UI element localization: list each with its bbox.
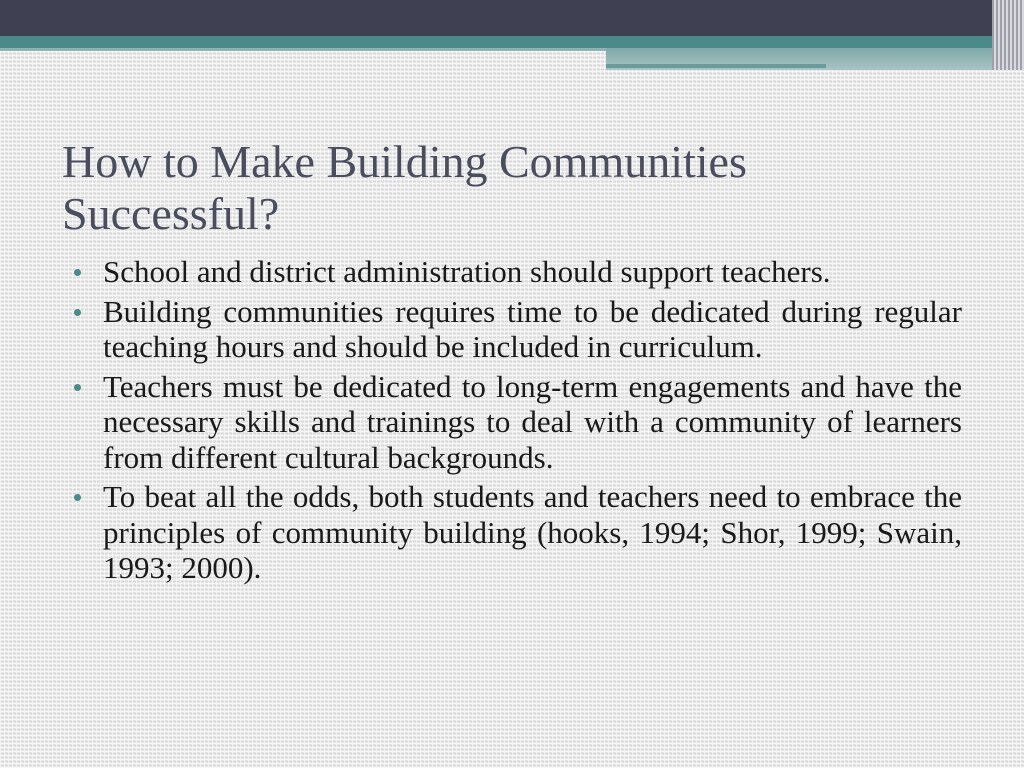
slide-title: How to Make Building Communities Successful? xyxy=(62,136,747,239)
bullet-dot-icon xyxy=(74,309,81,316)
decorative-stripes xyxy=(992,0,1024,70)
bullet-dot-icon xyxy=(74,494,81,501)
bullet-dot-icon xyxy=(74,384,81,391)
accent-band xyxy=(0,36,1000,48)
bullet-dot-icon xyxy=(74,269,81,276)
bullet-text: Building communities requires time to be dedicated during regular teaching hours and should be included in curriculum. xyxy=(103,293,962,364)
bullet-text: School and district administration should support teachers. xyxy=(103,254,831,289)
bullet-list xyxy=(72,254,962,590)
accent-band-right xyxy=(606,48,1000,70)
bullet-item xyxy=(72,369,962,476)
accent-band-shadow xyxy=(0,48,606,51)
bullet-text: Teachers must be dedicated to long-term engagements and have the necessary skills and trainings to deal with a community of learners from different cultural backgrounds. xyxy=(103,368,962,475)
bullet-item xyxy=(72,479,962,586)
bullet-item xyxy=(72,294,962,365)
bullet-item xyxy=(72,254,962,290)
header-bar xyxy=(0,0,1024,36)
bullet-text: To beat all the odds, both students and teachers need to embrace the principles of community building (hooks, 1994; Shor, 1999; Swain, 1993; 2000). xyxy=(103,479,962,585)
